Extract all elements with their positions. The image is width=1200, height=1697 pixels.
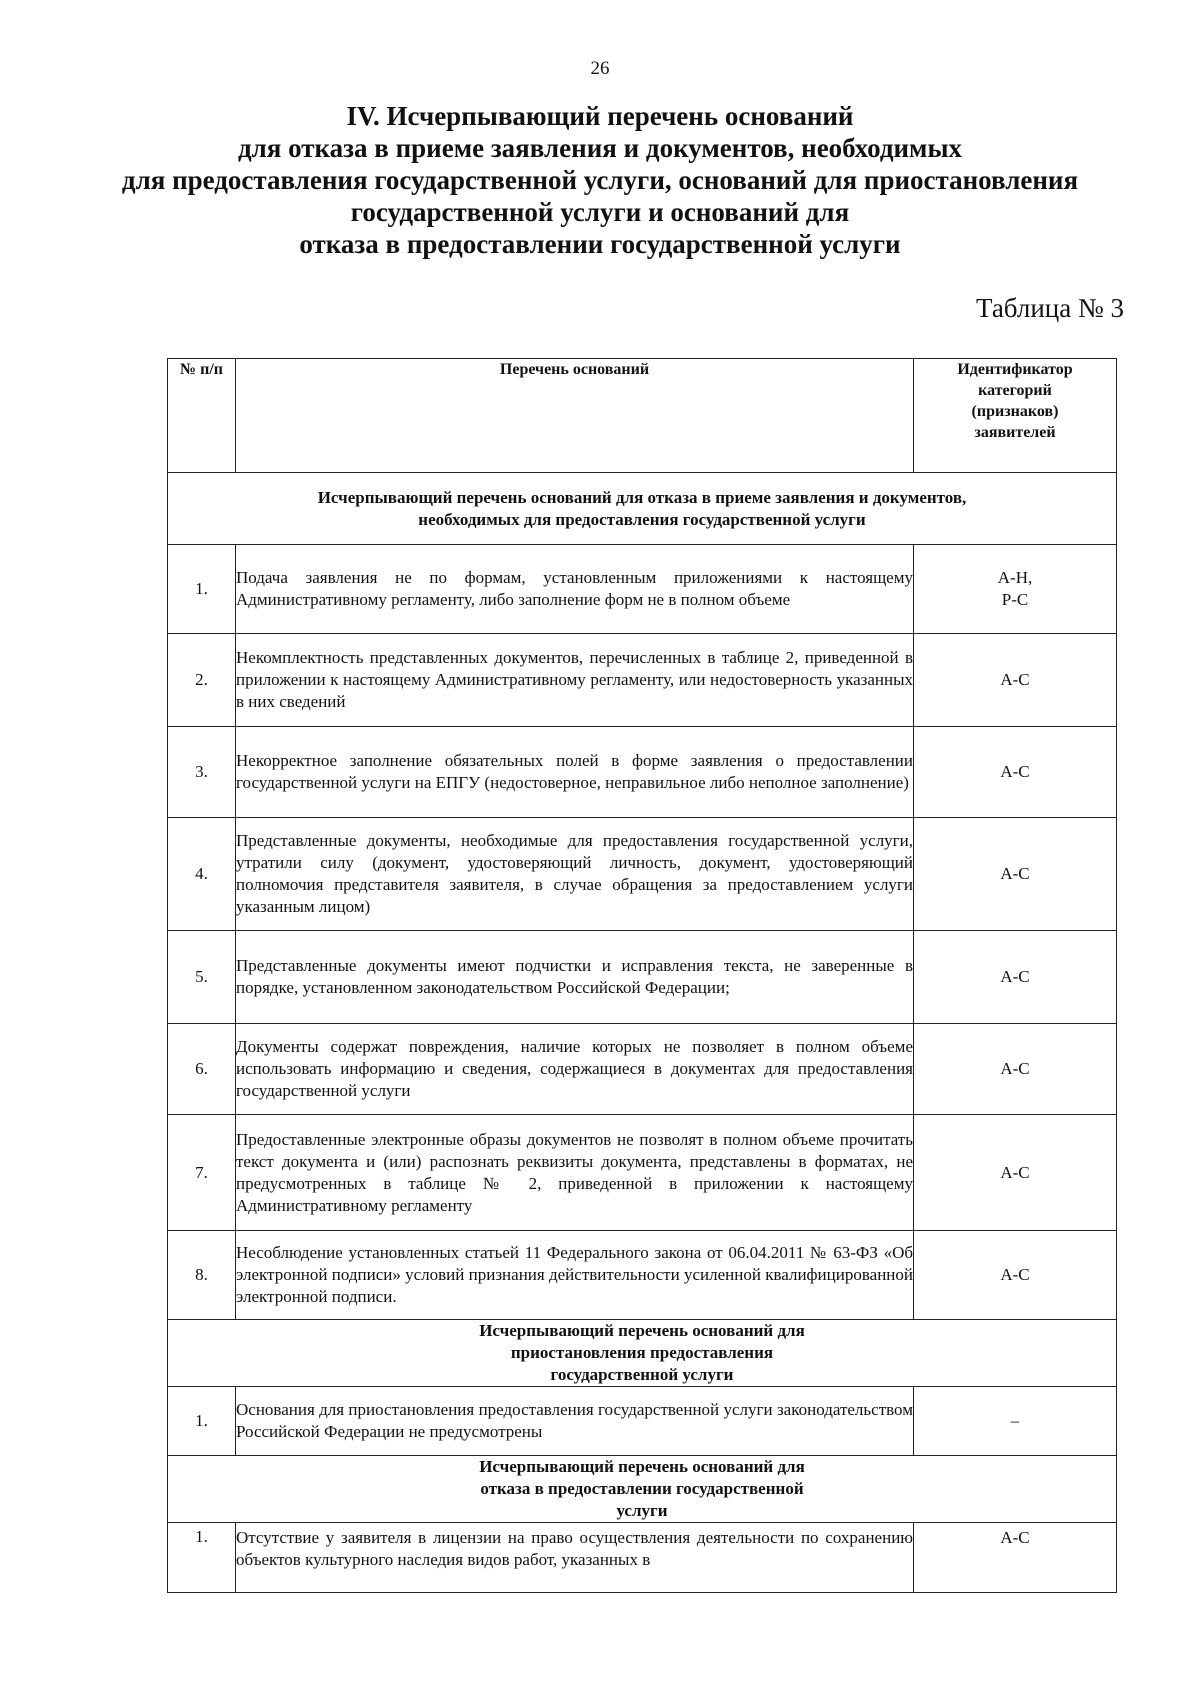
- row-code: А-С: [914, 818, 1117, 931]
- table-row: [168, 931, 1117, 1024]
- row-text: Несоблюдение установленных статьей 11 Федерального закона от 06.04.2011 № 63-ФЗ «Об электронной подписи» условий признания действительности усиленной квалифицированной электронной подписи.: [236, 1231, 914, 1320]
- row-code: А-Н, Р-С: [914, 545, 1117, 634]
- row-number: 5.: [168, 931, 236, 1024]
- table-row: [168, 818, 1117, 931]
- table-row: [168, 1523, 1117, 1593]
- heading-line: IV. Исчерпывающий перечень оснований: [346, 101, 854, 131]
- row-number: 1.: [168, 1523, 236, 1593]
- header-num: № п/п: [168, 359, 236, 473]
- header-grounds: Перечень оснований: [236, 359, 914, 473]
- row-code: А-С: [914, 1115, 1117, 1231]
- table-row: [168, 634, 1117, 727]
- row-number: 3.: [168, 727, 236, 818]
- section-title: Исчерпывающий перечень оснований для отказа в приеме заявления и документов, необходимых для предоставления государственной услуги: [168, 473, 1117, 545]
- section-title: Исчерпывающий перечень оснований для отказа в предоставлении государственной услуги: [168, 1456, 1117, 1523]
- section-row: [168, 1456, 1117, 1523]
- table-row: [168, 1231, 1117, 1320]
- row-text: Некомплектность представленных документов, перечисленных в таблице 2, приведенной в приложении к настоящему Административному регламенту, или недостоверность указанных в них сведений: [236, 634, 914, 727]
- section-row: [168, 473, 1117, 545]
- row-number: 2.: [168, 634, 236, 727]
- row-number: 7.: [168, 1115, 236, 1231]
- row-code: А-С: [914, 1024, 1117, 1115]
- row-text: Представленные документы имеют подчистки и исправления текста, не заверенные в порядке, установленном законодательством Российской Федерации;: [236, 931, 914, 1024]
- section-row: [168, 1320, 1117, 1387]
- table-row: [168, 545, 1117, 634]
- row-text: Подача заявления не по формам, установленным приложениями к настоящему Административному регламенту, либо заполнение форм не в полном объеме: [236, 545, 914, 634]
- page-number: 26: [590, 58, 610, 79]
- table-row: [168, 1387, 1117, 1456]
- row-code: А-С: [914, 931, 1117, 1024]
- header-identifier: Идентификатор категорий (признаков) заявителей: [914, 359, 1117, 473]
- row-text: Основания для приостановления предоставления государственной услуги законодательством Российской Федерации не предусмотрены: [236, 1387, 914, 1456]
- row-code: А-С: [914, 1523, 1117, 1593]
- row-code: А-С: [914, 727, 1117, 818]
- row-number: 4.: [168, 818, 236, 931]
- heading-line: для предоставления государственной услуги, оснований для приостановления: [121, 165, 1079, 195]
- grounds-table: [167, 358, 1117, 1593]
- row-code: А-С: [914, 634, 1117, 727]
- row-number: 1.: [168, 545, 236, 634]
- row-number: 6.: [168, 1024, 236, 1115]
- row-text: Отсутствие у заявителя в лицензии на право осуществления деятельности по сохранению объектов культурного наследия видов работ, указанных в: [236, 1523, 914, 1593]
- row-text: Предоставленные электронные образы документов не позволят в полном объеме прочитать текст документа и (или) распознать реквизиты документа, представлены в форматах, не предусмотренных в таблице № 2, приведенной в приложении к настоящему Административному регламенту: [236, 1115, 914, 1231]
- table-row: [168, 1115, 1117, 1231]
- row-code: –: [914, 1387, 1117, 1456]
- table-row: [168, 727, 1117, 818]
- row-text: Документы содержат повреждения, наличие которых не позволяет в полном объеме использовать информацию и сведения, содержащиеся в документах для предоставления государственной услуги: [236, 1024, 914, 1115]
- row-number: 8.: [168, 1231, 236, 1320]
- heading-line: для отказа в приеме заявления и документов, необходимых: [237, 133, 963, 163]
- row-code: А-С: [914, 1231, 1117, 1320]
- table-row: [168, 1024, 1117, 1115]
- table-header-row: [168, 359, 1117, 473]
- section-heading: [100, 100, 1100, 260]
- table-label: Таблица № 3: [976, 293, 1124, 323]
- row-text: Представленные документы, необходимые для предоставления государственной услуги, утратили силу (документ, удостоверяющий личность, документ, удостоверяющий полномочия представителя заявителя, в случае обращения за предоставлением услуги указанным лицом): [236, 818, 914, 931]
- section-title: Исчерпывающий перечень оснований для приостановления предоставления государственной услуги: [168, 1320, 1117, 1387]
- heading-line: государственной услуги и оснований для: [350, 197, 850, 227]
- row-text: Некорректное заполнение обязательных полей в форме заявления о предоставлении государственной услуги на ЕПГУ (недостоверное, неправильное либо неполное заполнение): [236, 727, 914, 818]
- row-number: 1.: [168, 1387, 236, 1456]
- heading-line: отказа в предоставлении государственной услуги: [299, 229, 901, 259]
